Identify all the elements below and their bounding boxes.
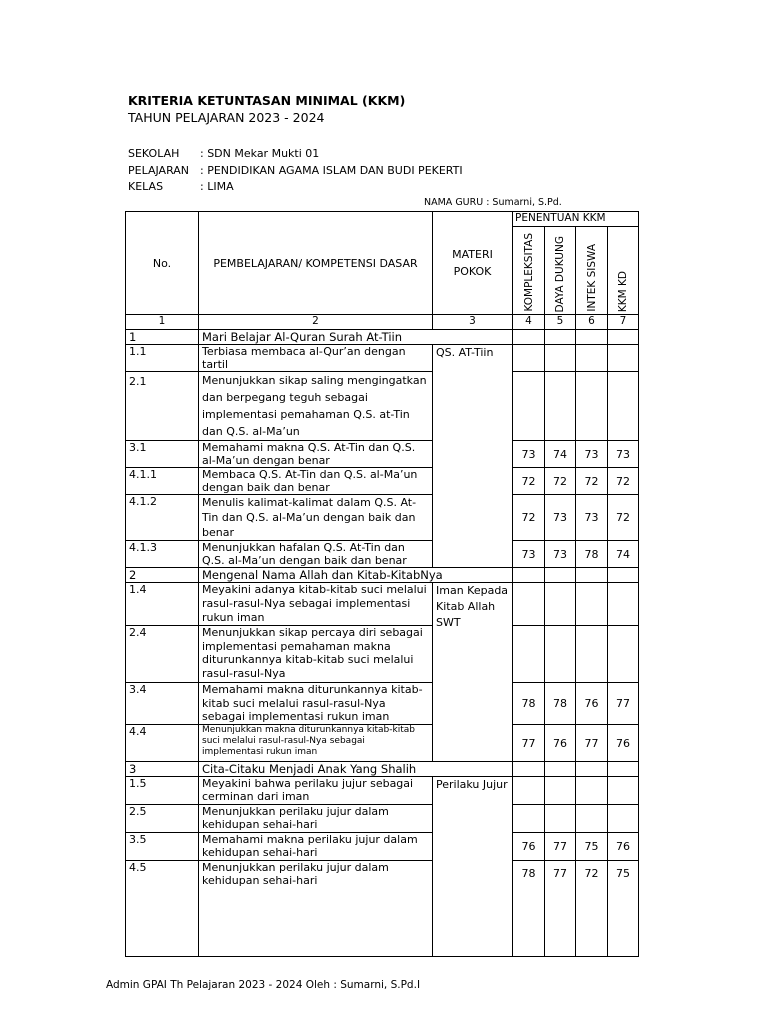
kkm-kd-value: 74 bbox=[608, 541, 639, 568]
intek-siswa-value: 73 bbox=[576, 495, 608, 541]
kd-text: Menulis kalimat-kalimat dalam Q.S. At-Tin dan Q.S. al-Ma’un dengan baik dan benar bbox=[199, 495, 433, 541]
daya-dukung-value: 76 bbox=[545, 725, 576, 762]
kompleksitas-value bbox=[513, 805, 545, 833]
header-kkm-kd: KKM KD bbox=[617, 270, 629, 312]
col-number: 1 bbox=[126, 315, 199, 330]
teacher-name: NAMA GURU : Sumarni, S.Pd. bbox=[424, 197, 562, 208]
kompleksitas-value: 78 bbox=[513, 683, 545, 725]
kd-text: Memahami makna diturunkannya kitab-kitab suci melalui rasul-rasul-Nya sebagai implementasi rukun iman bbox=[199, 683, 433, 725]
header-daya-dukung-cell bbox=[545, 227, 576, 315]
intek-siswa-value: 77 bbox=[576, 725, 608, 762]
kkm-kd-value: 76 bbox=[608, 833, 639, 861]
kd-text: Menunjukkan hafalan Q.S. At-Tin dan Q.S. al-Ma’un dengan baik dan benar bbox=[199, 541, 433, 568]
kd-number: 3.5 bbox=[126, 833, 199, 861]
kd-text: Menunjukkan sikap percaya diri sebagai implementasi pemahaman makna diturunkannya kitab-kitab suci melalui rasul-rasul-Nya bbox=[199, 626, 433, 683]
kkm-kd-value bbox=[608, 345, 639, 372]
kompleksitas-value bbox=[513, 583, 545, 626]
school-label: SEKOLAH bbox=[128, 147, 180, 160]
page-footer: Admin GPAI Th Pelajaran 2023 - 2024 Oleh : Sumarni, S.Pd.I bbox=[106, 979, 421, 991]
kompleksitas-value: 77 bbox=[513, 725, 545, 762]
kkm-kd-value: 72 bbox=[608, 495, 639, 541]
kd-number: 1.4 bbox=[126, 583, 199, 626]
kd-text: Menunjukkan perilaku jujur dalam kehidupan sehai-hari bbox=[199, 805, 433, 833]
intek-siswa-value bbox=[576, 777, 608, 805]
kkm-table bbox=[125, 211, 639, 957]
kompleksitas-value: 72 bbox=[513, 468, 545, 495]
kkm-kd-value: 75 bbox=[608, 861, 639, 957]
kd-number: 2.5 bbox=[126, 805, 199, 833]
daya-dukung-value bbox=[545, 626, 576, 683]
kd-number: 1.1 bbox=[126, 345, 199, 372]
kkm-kd-value bbox=[608, 583, 639, 626]
intek-siswa-value: 78 bbox=[576, 541, 608, 568]
section-number: 2 bbox=[126, 568, 199, 583]
kd-number: 3.4 bbox=[126, 683, 199, 725]
header-intek-siswa-cell bbox=[576, 227, 608, 315]
header-materi bbox=[433, 212, 513, 315]
daya-dukung-value bbox=[545, 583, 576, 626]
header-materi-line1: MATERI bbox=[452, 248, 493, 261]
daya-dukung-value: 73 bbox=[545, 495, 576, 541]
header-kompleksitas: KOMPLEKSITAS bbox=[522, 233, 535, 312]
school-value: : SDN Mekar Mukti 01 bbox=[200, 147, 320, 160]
col-number: 3 bbox=[433, 315, 513, 330]
kd-number: 4.1.2 bbox=[126, 495, 199, 541]
section-title: Cita-Citaku Menjadi Anak Yang Shalih bbox=[199, 762, 513, 777]
kkm-kd-value bbox=[608, 626, 639, 683]
kkm-kd-value: 77 bbox=[608, 683, 639, 725]
kd-number: 1.5 bbox=[126, 777, 199, 805]
header-intek-siswa: INTEK SISWA bbox=[585, 244, 598, 312]
document-subtitle: TAHUN PELAJARAN 2023 - 2024 bbox=[128, 110, 325, 125]
kompleksitas-value: 78 bbox=[513, 861, 545, 957]
kd-text: Memahami makna Q.S. At-Tin dan Q.S. al-Ma’un dengan benar bbox=[199, 441, 433, 468]
kompleksitas-value: 73 bbox=[513, 441, 545, 468]
intek-siswa-value bbox=[576, 345, 608, 372]
document-title: KRITERIA KETUNTASAN MINIMAL (KKM) bbox=[128, 93, 406, 108]
kompleksitas-value bbox=[513, 626, 545, 683]
kd-number: 3.1 bbox=[126, 441, 199, 468]
kkm-kd-value: 76 bbox=[608, 725, 639, 762]
daya-dukung-value bbox=[545, 372, 576, 441]
school-info bbox=[128, 147, 319, 160]
intek-siswa-value: 76 bbox=[576, 683, 608, 725]
col-number: 5 bbox=[545, 315, 576, 330]
kd-text: Menunjukkan perilaku jujur dalam kehidupan sehai-hari bbox=[199, 861, 433, 957]
section-number: 3 bbox=[126, 762, 199, 777]
daya-dukung-value bbox=[545, 805, 576, 833]
kompleksitas-value bbox=[513, 777, 545, 805]
intek-siswa-value: 75 bbox=[576, 833, 608, 861]
subject-value: : PENDIDIKAN AGAMA ISLAM DAN BUDI PEKERTI bbox=[200, 164, 463, 177]
kd-text: Menunjukkan sikap saling mengingatkan dan berpegang teguh sebagai implementasi pemahaman Q.S. at-Tin dan Q.S. al-Ma’un bbox=[199, 372, 433, 441]
class-info bbox=[128, 180, 234, 193]
subject-info bbox=[128, 164, 463, 177]
intek-siswa-value: 73 bbox=[576, 441, 608, 468]
kompleksitas-value: 76 bbox=[513, 833, 545, 861]
materi-pokok: Iman Kepada Kitab Allah SWT bbox=[433, 583, 513, 762]
kkm-kd-value bbox=[608, 372, 639, 441]
kompleksitas-value bbox=[513, 372, 545, 441]
daya-dukung-value: 78 bbox=[545, 683, 576, 725]
col-number: 4 bbox=[513, 315, 545, 330]
class-value: : LIMA bbox=[200, 180, 234, 193]
kd-number: 2.1 bbox=[126, 372, 199, 441]
kkm-kd-value bbox=[608, 805, 639, 833]
header-kkm-kd-cell bbox=[608, 227, 639, 315]
daya-dukung-value bbox=[545, 777, 576, 805]
section-title: Mari Belajar Al-Quran Surah At-Tiin bbox=[199, 330, 513, 345]
kkm-kd-value bbox=[608, 777, 639, 805]
daya-dukung-value: 72 bbox=[545, 468, 576, 495]
kd-number: 2.4 bbox=[126, 626, 199, 683]
materi-pokok: Perilaku Jujur bbox=[433, 777, 513, 957]
kd-text: Meyakini adanya kitab-kitab suci melalui rasul-rasul-Nya sebagai implementasi rukun iman bbox=[199, 583, 433, 626]
kkm-kd-value: 72 bbox=[608, 468, 639, 495]
kkm-kd-value: 73 bbox=[608, 441, 639, 468]
section-number: 1 bbox=[126, 330, 199, 345]
header-penentuan: PENENTUAN KKM bbox=[513, 212, 639, 227]
intek-siswa-value bbox=[576, 626, 608, 683]
daya-dukung-value: 74 bbox=[545, 441, 576, 468]
header-no: No. bbox=[126, 212, 199, 315]
kompleksitas-value: 72 bbox=[513, 495, 545, 541]
header-materi-line2: POKOK bbox=[453, 265, 492, 278]
kd-text: Menunjukkan makna diturunkannya kitab-kitab suci melalui rasul-rasul-Nya sebagai implementasi rukun iman bbox=[199, 725, 433, 762]
intek-siswa-value: 72 bbox=[576, 468, 608, 495]
kd-number: 4.1.3 bbox=[126, 541, 199, 568]
intek-siswa-value bbox=[576, 583, 608, 626]
subject-label: PELAJARAN bbox=[128, 164, 190, 177]
daya-dukung-value bbox=[545, 345, 576, 372]
kd-text: Meyakini bahwa perilaku jujur sebagai cerminan dari iman bbox=[199, 777, 433, 805]
materi-pokok: QS. AT-Tiin bbox=[433, 345, 513, 568]
daya-dukung-value: 73 bbox=[545, 541, 576, 568]
class-label: KELAS bbox=[128, 180, 164, 193]
kd-number: 4.4 bbox=[126, 725, 199, 762]
intek-siswa-value: 72 bbox=[576, 861, 608, 957]
section-title: Mengenal Nama Allah dan Kitab-KitabNya bbox=[199, 568, 513, 583]
kd-text: Membaca Q.S. At-Tin dan Q.S. al-Ma’un dengan baik dan benar bbox=[199, 468, 433, 495]
kd-text: Terbiasa membaca al-Qur’an dengan tartil bbox=[199, 345, 433, 372]
header-kd: PEMBELAJARAN/ KOMPETENSI DASAR bbox=[199, 212, 433, 315]
col-number: 7 bbox=[608, 315, 639, 330]
col-number: 2 bbox=[199, 315, 433, 330]
daya-dukung-value: 77 bbox=[545, 833, 576, 861]
col-number: 6 bbox=[576, 315, 608, 330]
header-kompleksitas-cell bbox=[513, 227, 545, 315]
header-daya-dukung: DAYA DUKUNG bbox=[554, 235, 566, 312]
kd-number: 4.1.1 bbox=[126, 468, 199, 495]
kd-number: 4.5 bbox=[126, 861, 199, 957]
kompleksitas-value: 73 bbox=[513, 541, 545, 568]
kd-text: Memahami makna perilaku jujur dalam kehidupan sehai-hari bbox=[199, 833, 433, 861]
intek-siswa-value bbox=[576, 372, 608, 441]
daya-dukung-value: 77 bbox=[545, 861, 576, 957]
intek-siswa-value bbox=[576, 805, 608, 833]
kompleksitas-value bbox=[513, 345, 545, 372]
